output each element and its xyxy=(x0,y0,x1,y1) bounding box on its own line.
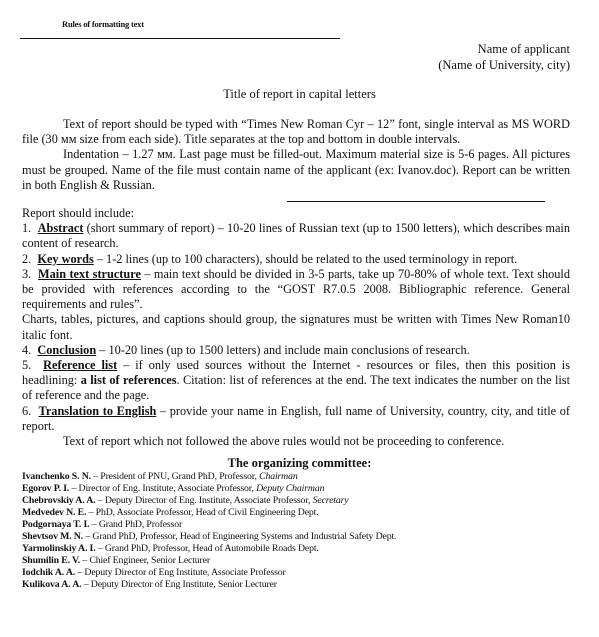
member-role: – Grand PhD, Professor, Head of Automobile Roads Dept. xyxy=(95,543,319,555)
closing-note: Text of report which not followed the above rules would not be proceeding to conference. xyxy=(63,434,505,449)
committee-title: The organizing committee: xyxy=(227,456,372,470)
item-text: – if only used sources without the Internet - resources or files, then this position is headlining: xyxy=(22,358,570,388)
item-number: 1. xyxy=(22,221,32,236)
item-number: 3. xyxy=(22,266,32,281)
intro-text xyxy=(22,117,570,193)
member-role: – Deputy Director of Eng Institute, Associate Professor xyxy=(75,567,286,579)
item-text: . Citation: list of references at the end. The text indicates the number on the list of reference and the page. xyxy=(22,373,570,403)
committee-member xyxy=(22,495,396,507)
member-role: – Deputy Director of Eng. Institute, Associate Professor, xyxy=(95,495,313,507)
member-role: – Grand PhD, Professor, Head of Engineering Systems and Industrial Safety Dept. xyxy=(83,531,397,543)
member-name: Yarmolinskiy A. I. xyxy=(22,543,96,555)
requirement-item-conclusion xyxy=(22,343,570,358)
item-text: (short summary of report) – 10-20 lines of Russian text (up to 1500 letters), which describes main content of research. xyxy=(22,221,570,251)
item-text: – 10-20 lines (up to 1500 letters) and include main conclusions of research. xyxy=(96,342,470,357)
member-name: Iodchik A. A. xyxy=(22,567,76,579)
committee-member xyxy=(22,507,396,519)
member-role: – Chief Engineer, Senior Lecturer xyxy=(80,555,210,567)
committee-member xyxy=(22,555,396,567)
item-term: Main text structure xyxy=(38,266,141,281)
member-role: – PhD, Associate Professor, Head of Civil Engineering Dept. xyxy=(86,507,319,519)
committee-member xyxy=(22,579,396,591)
item-term: Conclusion xyxy=(37,342,97,357)
member-role: – Grand PhD, Professor xyxy=(89,519,183,531)
header-divider xyxy=(20,38,340,39)
item-term: Key words xyxy=(37,251,94,266)
member-name: Podgornaya T. I. xyxy=(22,519,90,531)
member-name: Medvedev N. E. xyxy=(22,507,87,519)
member-role: – Deputy Director of Eng Institute, Senior Lecturer xyxy=(81,579,277,591)
requirement-item-abstract xyxy=(22,221,570,251)
member-role: – Director of Eng. Institute, Associate Professor, xyxy=(69,483,257,495)
committee-member xyxy=(22,531,396,543)
requirements-section xyxy=(22,206,570,449)
member-position: Deputy Chairman xyxy=(256,483,325,495)
item-term: Abstract xyxy=(37,221,84,236)
intro-paragraph-1: Text of report should be typed with “Times New Roman Cyr – 12” font, single interval as MS WORD file (30 мм size from each side). Title separates at the top and bottom in double intervals. xyxy=(22,117,570,147)
item-number: 4. xyxy=(22,342,32,357)
member-name: Shevtsov M. N. xyxy=(22,531,84,543)
committee-member xyxy=(22,483,396,495)
applicant-name: Name of applicant xyxy=(477,42,570,56)
committee-member xyxy=(22,519,396,531)
item-text: – 1-2 lines (up to 100 characters), should be related to the used terminology in report. xyxy=(93,251,518,266)
member-name: Egorov P. I. xyxy=(22,483,70,495)
item-number: 5. xyxy=(22,358,32,373)
item-term: Reference list xyxy=(43,358,118,373)
item-text: – provide your name in English, full name of University, country, city, and title of report. xyxy=(22,403,570,433)
member-position: Secretary xyxy=(312,495,349,507)
member-name: Shumilin E. V. xyxy=(22,555,80,567)
member-position: Chairman xyxy=(259,471,298,482)
requirements-lead: Report should include: xyxy=(22,206,135,220)
applicant-university: (Name of University, city) xyxy=(438,58,570,72)
charts-note: Charts, tables, pictures, and captions should group, the signatures must be written with Times New Roman10 italic font. xyxy=(22,312,570,342)
item-bold-phrase: a list of references xyxy=(80,373,177,388)
item-term: Translation to English xyxy=(38,403,157,418)
requirement-item-main-text xyxy=(22,267,570,313)
item-number: 6. xyxy=(22,403,32,418)
committee-member xyxy=(22,543,396,555)
requirement-item-key-words xyxy=(22,252,570,267)
requirement-item-reference-list xyxy=(22,358,570,404)
item-text: – main text should be divided in 3-5 parts, take up 70-80% of whole text. Text should be provided with references according to the “GOST R7.0.5 2008. Bibliographic reference. General requirements and rules”. xyxy=(22,266,570,312)
report-title: Title of report in capital letters xyxy=(223,87,376,101)
committee-member xyxy=(22,471,396,483)
applicant-block xyxy=(438,41,570,73)
intro-paragraph-2: Indentation – 1.27 мм. Last page must be filled-out. Maximum material size is 5-6 pages. All pictures must be grouped. Name of the file must contain name of the applicant (ex: Ivanov.doc). Report can be written in both English & Russian. xyxy=(22,147,570,192)
member-role: – President of PNU, Grand PhD, Professor, xyxy=(90,471,260,482)
member-name: Chebrovskiy A. A. xyxy=(22,495,96,507)
page-header-title: Rules of formatting text xyxy=(62,19,144,29)
member-name: Kulikova A. A. xyxy=(22,579,82,591)
member-name: Ivanchenko S. N. xyxy=(22,471,91,482)
committee-member xyxy=(22,567,396,579)
section-divider xyxy=(287,201,545,202)
item-number: 2. xyxy=(22,251,32,266)
requirement-item-translation xyxy=(22,404,570,434)
committee-list xyxy=(22,471,396,591)
